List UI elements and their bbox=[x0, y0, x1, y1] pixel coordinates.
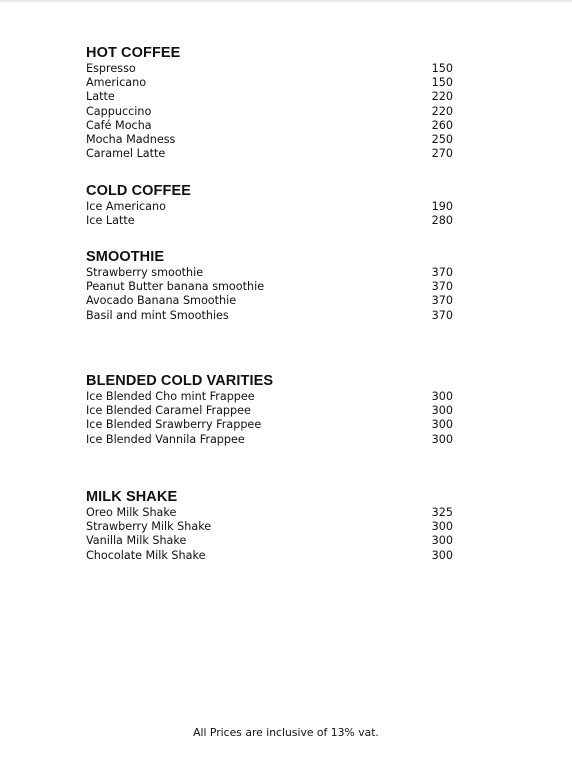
item-price: 260 bbox=[431, 118, 453, 132]
item-name: Ice Blended Vannila Frappee bbox=[86, 432, 245, 446]
item-price: 370 bbox=[431, 308, 453, 322]
item-name: Cappuccino bbox=[86, 104, 152, 118]
menu-item bbox=[86, 433, 456, 447]
item-name: Strawberry Milk Shake bbox=[86, 520, 212, 534]
item-name: Ice Blended Cho mint Frappee bbox=[86, 390, 255, 403]
item-price: 300 bbox=[431, 534, 453, 548]
item-name: Ice Blended Caramel Frappee bbox=[86, 404, 251, 418]
item-name: Mocha Madness bbox=[86, 132, 176, 146]
menu-item bbox=[86, 534, 456, 548]
item-name: Peanut Butter banana smoothie bbox=[86, 280, 265, 294]
section-milk-shake bbox=[86, 488, 456, 563]
menu-item bbox=[86, 119, 456, 133]
item-price: 300 bbox=[431, 390, 453, 403]
item-price: 220 bbox=[431, 90, 453, 104]
menu-item bbox=[86, 62, 456, 76]
item-name: Café Mocha bbox=[86, 118, 152, 132]
item-price: 300 bbox=[431, 432, 453, 446]
item-price: 300 bbox=[431, 520, 453, 534]
menu-item bbox=[86, 266, 456, 280]
menu-item bbox=[86, 520, 456, 534]
item-name: Ice Blended Srawberry Frappee bbox=[86, 418, 262, 432]
page-top-border bbox=[0, 0, 572, 2]
menu-item bbox=[86, 404, 456, 418]
section-smoothie bbox=[86, 248, 456, 323]
item-price: 270 bbox=[431, 147, 453, 161]
item-price: 370 bbox=[431, 294, 453, 308]
item-name: Ice Americano bbox=[86, 200, 166, 213]
item-price: 370 bbox=[431, 280, 453, 294]
menu-item bbox=[86, 294, 456, 308]
section-hot-coffee bbox=[86, 44, 456, 161]
item-name: Chocolate Milk Shake bbox=[86, 548, 206, 562]
menu-item bbox=[86, 309, 456, 323]
item-price: 300 bbox=[431, 548, 453, 562]
item-name: Espresso bbox=[86, 62, 136, 75]
item-price: 150 bbox=[431, 76, 453, 90]
section-title: SMOOTHIE bbox=[86, 249, 165, 265]
item-name: Basil and mint Smoothies bbox=[86, 308, 229, 322]
item-name: Latte bbox=[86, 90, 115, 104]
menu-item bbox=[86, 133, 456, 147]
vat-footnote: All Prices are inclusive of 13% vat. bbox=[193, 726, 379, 739]
item-name: Strawberry smoothie bbox=[86, 266, 204, 279]
item-price: 190 bbox=[431, 200, 453, 213]
item-name: Vanilla Milk Shake bbox=[86, 534, 187, 548]
section-title: HOT COFFEE bbox=[86, 45, 181, 61]
item-price: 280 bbox=[431, 214, 453, 228]
item-price: 220 bbox=[431, 104, 453, 118]
section-blended-cold bbox=[86, 372, 456, 447]
menu-item bbox=[86, 76, 456, 90]
item-price: 300 bbox=[431, 418, 453, 432]
menu-item bbox=[86, 214, 456, 228]
item-name: Caramel Latte bbox=[86, 147, 166, 161]
menu-item bbox=[86, 90, 456, 104]
menu-item bbox=[86, 105, 456, 119]
section-cold-coffee bbox=[86, 182, 456, 228]
menu-item bbox=[86, 390, 456, 404]
item-price: 325 bbox=[431, 506, 453, 519]
item-price: 150 bbox=[431, 62, 453, 75]
item-name: Oreo Milk Shake bbox=[86, 506, 177, 519]
item-price: 370 bbox=[431, 266, 453, 279]
menu-item bbox=[86, 506, 456, 520]
item-price: 250 bbox=[431, 132, 453, 146]
item-name: Avocado Banana Smoothie bbox=[86, 294, 237, 308]
item-price: 300 bbox=[431, 404, 453, 418]
section-title: MILK SHAKE bbox=[86, 489, 178, 505]
menu-item bbox=[86, 200, 456, 214]
menu-item bbox=[86, 418, 456, 432]
section-title: COLD COFFEE bbox=[86, 183, 192, 199]
item-name: Americano bbox=[86, 76, 147, 90]
section-title: BLENDED COLD VARITIES bbox=[86, 373, 274, 389]
item-name: Ice Latte bbox=[86, 214, 135, 228]
menu-item bbox=[86, 280, 456, 294]
menu-item bbox=[86, 147, 456, 161]
menu-item bbox=[86, 549, 456, 563]
